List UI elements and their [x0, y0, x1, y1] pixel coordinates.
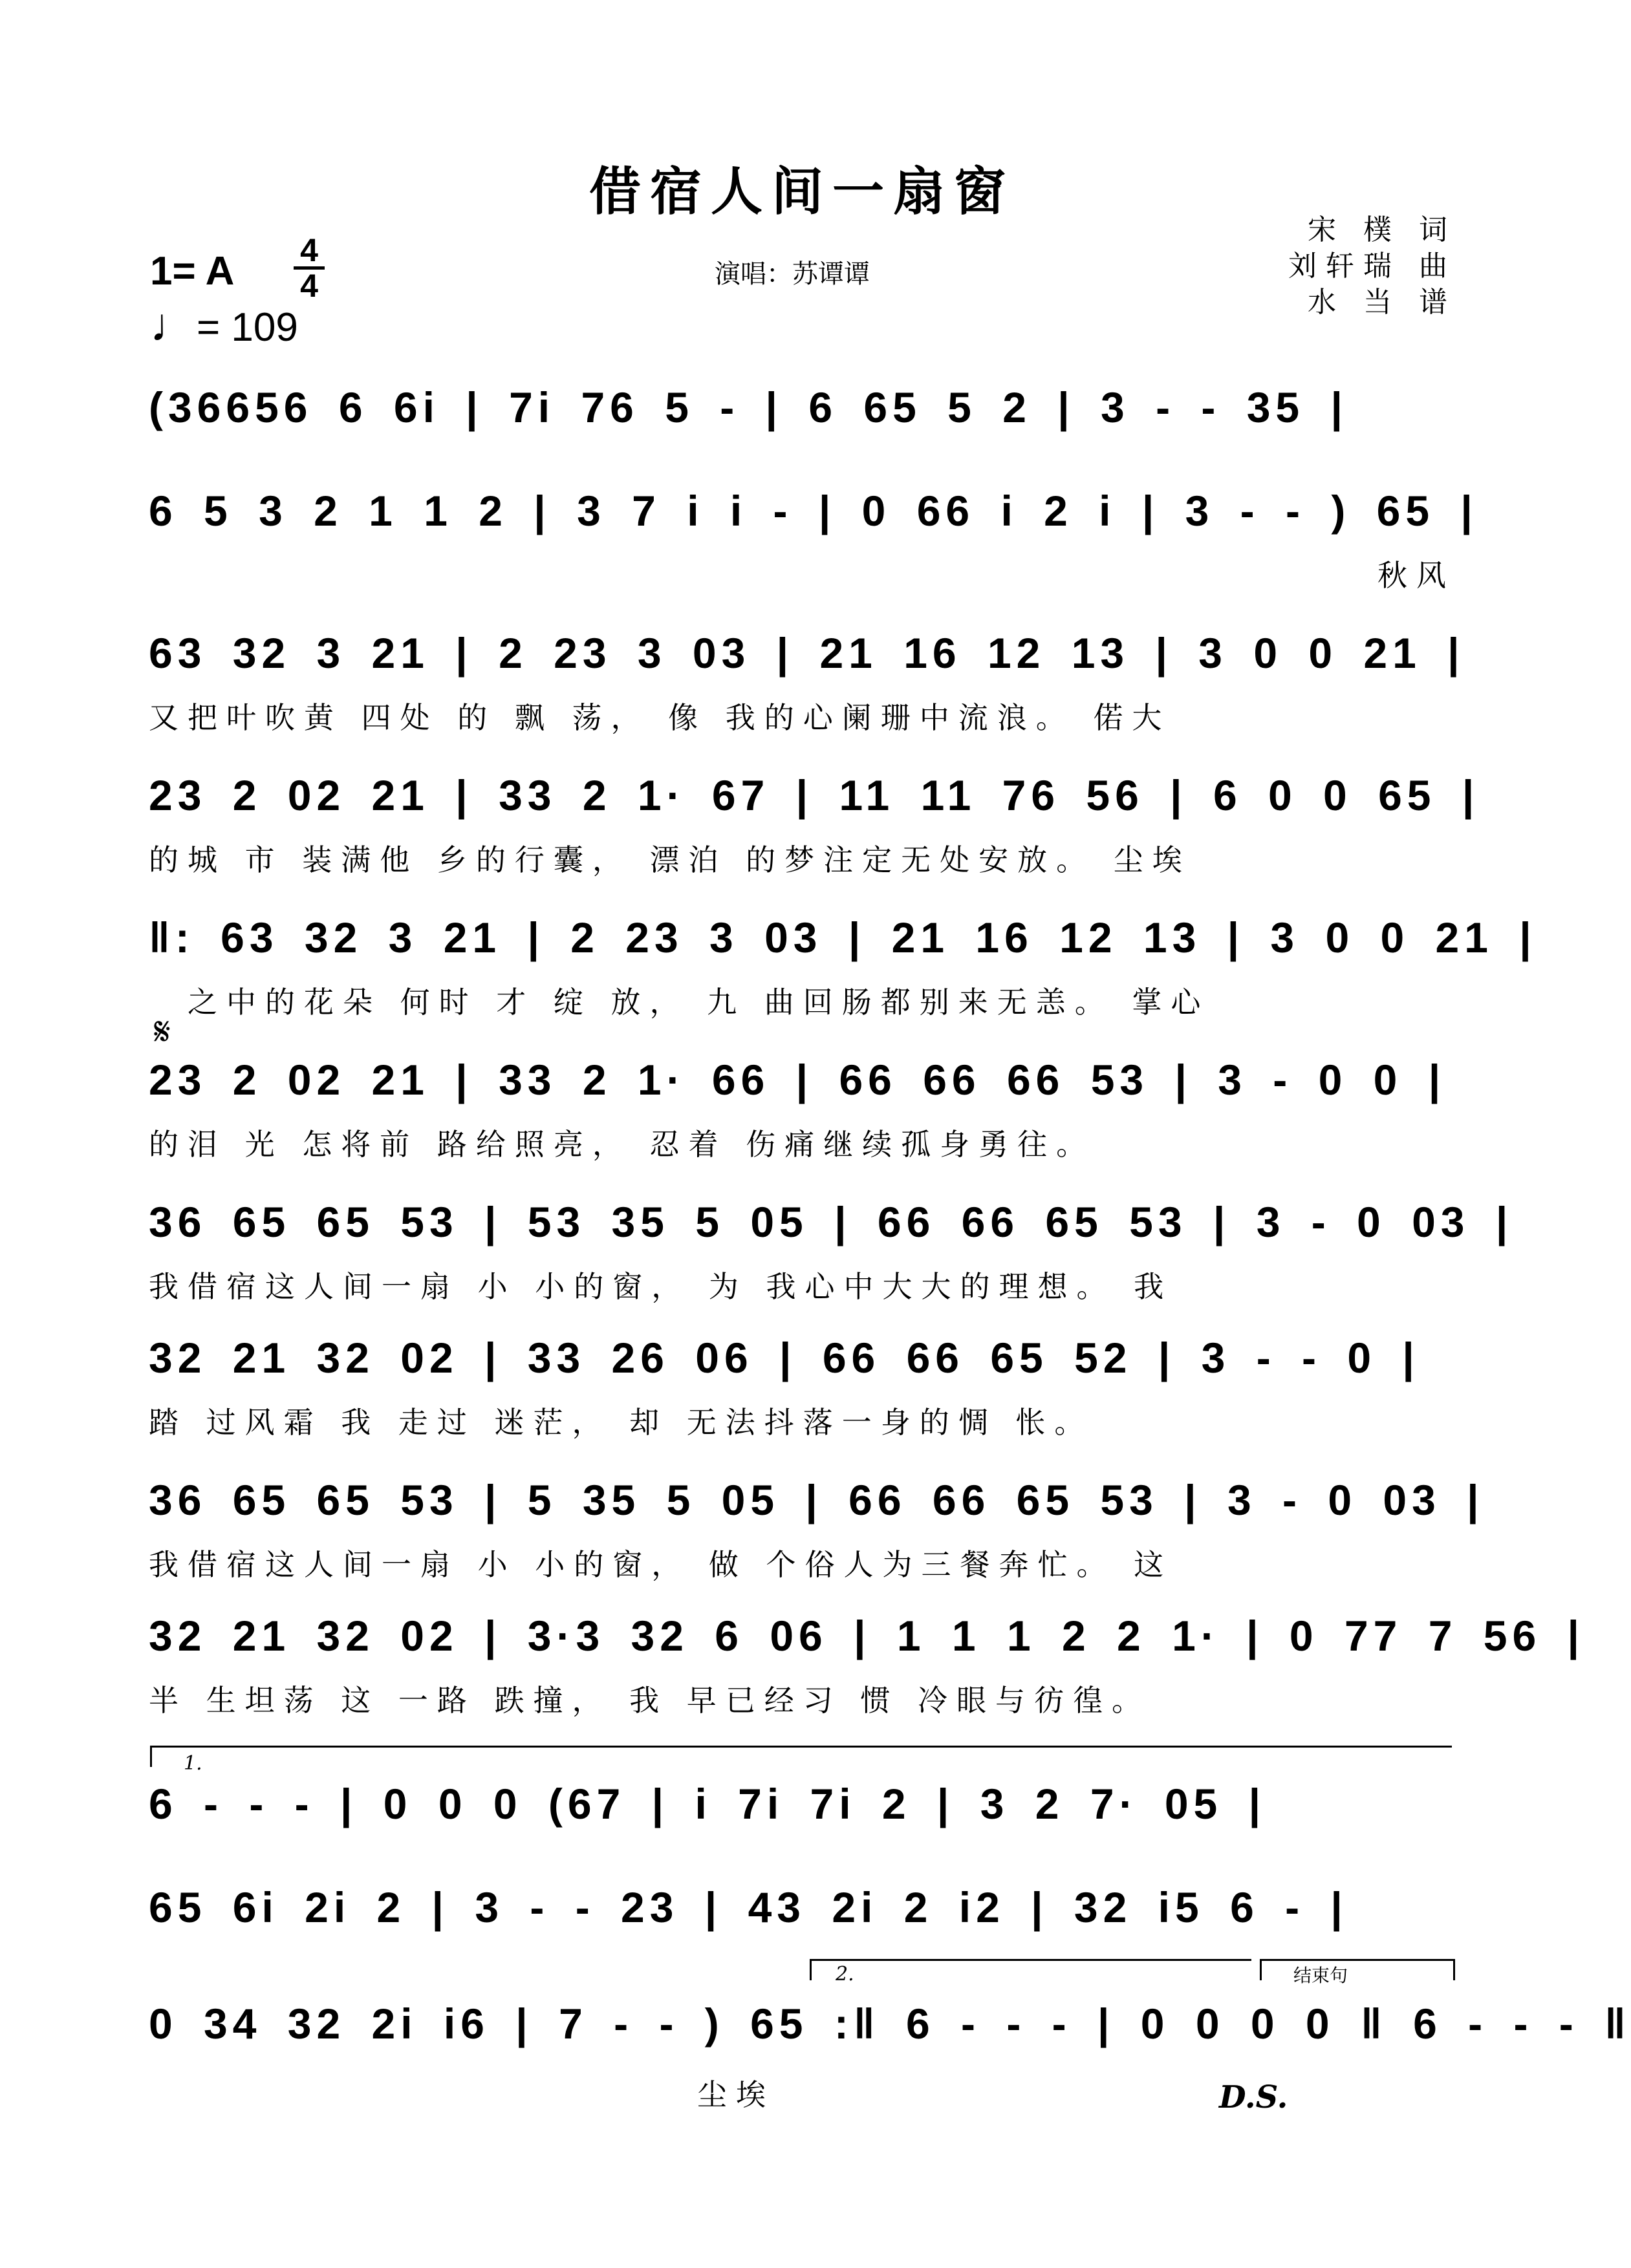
singer-credit: 演唱：苏谭谭 [715, 259, 870, 289]
tempo-value: = 109 [197, 305, 298, 350]
notation-line: 0 34 32 2i i6 | 7 - - ) 65 :‖ 6 - - - | 0 0 0 0 ‖ 6 - - - ‖ [149, 2000, 1631, 2048]
notation-line: ‖: 63 32 3 21 | 2 23 3 03 | 21 16 12 13 | 3 0 0 21 | [149, 914, 1537, 961]
song-title: 借宿人间一扇窗 [589, 162, 1015, 222]
notation-line: 23 2 02 21 | 33 2 1· 67 | 11 11 76 56 | 6 0 0 65 | [149, 771, 1480, 819]
quarter-note-icon: ♩ [150, 299, 197, 351]
notation-line: 23 2 02 21 | 33 2 1· 66 | 66 66 66 53 | 3 - 0 0 | [149, 1056, 1446, 1104]
notation-line: 65 6i 2i 2 | 3 - - 23 | 43 2i 2 i2 | 32 i5 6 - | [149, 1883, 1348, 1931]
key-signature: 1= A [150, 249, 235, 294]
lyric-line: 半 生坦荡 这 一路 跌撞， 我 早已经习 惯 冷眼与彷徨。 [149, 1683, 1150, 1718]
tempo-marking [150, 299, 298, 352]
lyricist-credit: 宋 樸 词 [1308, 213, 1456, 246]
volta-1-bracket [150, 1746, 1452, 1767]
notation-line: 6 5 3 2 1 1 2 | 3 7 i i - | 0 66 i 2 i | 3 - - ) 65 | [149, 487, 1478, 535]
lyric-line: 的城 市 装满他 乡的行囊， 漂泊 的梦注定无处安放。 尘埃 [149, 842, 1191, 877]
meter-denominator: 4 [300, 268, 318, 304]
dal-segno-mark: D.S. [1219, 2079, 1288, 2115]
notation-line: 36 65 65 53 | 5 35 5 05 | 66 66 65 53 | 3 - 0 03 | [149, 1476, 1484, 1524]
lyric-line: 秋风 [1377, 558, 1455, 593]
composer-credit: 刘轩瑞 曲 [1288, 250, 1456, 283]
volta-2-label: 2. [836, 1963, 854, 1985]
lyric-line: 我借宿这人间一扇 小 小的窗， 为 我心中大大的理想。 我 [149, 1269, 1173, 1304]
lyric-line: 又把叶吹黄 四处 的 飘 荡， 像 我的心阑珊中流浪。 偌大 [149, 700, 1171, 735]
notation-line: 63 32 3 21 | 2 23 3 03 | 21 16 12 13 | 3 0 0 21 | [149, 629, 1465, 677]
segno-sign: 𝄋 [154, 1009, 171, 1054]
notation-line: 32 21 32 02 | 33 26 06 | 66 66 65 52 | 3 - - 0 | [149, 1334, 1420, 1382]
notation-line: 6 - - - | 0 0 0 (67 | i 7i 7i 2 | 3 2 7· 05 | [149, 1780, 1266, 1828]
lyric-line: 我借宿这人间一扇 小 小的窗， 做 个俗人为三餐奔忙。 这 [149, 1547, 1173, 1582]
coda-bracket [1260, 1959, 1455, 1980]
notation-line: (36656 6 6i | 7i 76 5 - | 6 65 5 2 | 3 - - 35 | [149, 383, 1348, 431]
coda-label: 结束句 [1293, 1965, 1348, 1986]
lyric-line: 之中的花朵 何时 才 绽 放， 九 曲回肠都别来无恙。 掌心 [188, 985, 1210, 1020]
lyric-line: 踏 过风霜 我 走过 迷茫， 却 无法抖落一身的惆 怅。 [149, 1405, 1094, 1440]
notation-line: 36 65 65 53 | 53 35 5 05 | 66 66 65 53 | 3 - 0 03 | [149, 1198, 1513, 1246]
transcriber-credit: 水 当 谱 [1308, 286, 1456, 319]
volta-2-bracket [810, 1959, 1251, 1980]
credits [1288, 212, 1456, 321]
lyric-line: 的泪 光 怎将前 路给照亮， 忍着 伤痛继续孤身勇往。 [149, 1127, 1096, 1162]
meter-numerator: 4 [300, 232, 318, 268]
lyric-line: 尘埃 [697, 2077, 775, 2112]
notation-line: 32 21 32 02 | 3·3 32 6 06 | 1 1 1 2 2 1· | 0 77 7 56 | [149, 1612, 1584, 1660]
volta-1-label: 1. [184, 1752, 202, 1775]
time-signature [290, 232, 329, 304]
